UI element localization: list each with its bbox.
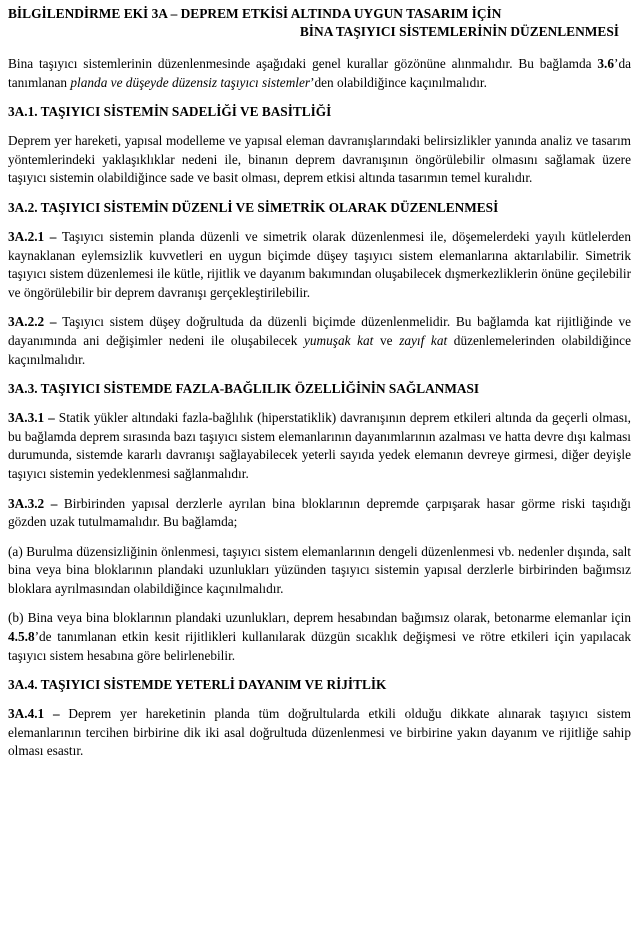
intro-paragraph — [8, 55, 631, 92]
clause-text-a: (b) Bina veya bina bloklarının plandaki uzunlukları, deprem hesabından bağımsız olarak, betonarme elemanlar için — [8, 610, 631, 626]
clause-number: 3A.4.1 – — [8, 706, 60, 722]
paragraph-3a32-b — [8, 609, 631, 665]
paragraph-3a41 — [8, 705, 631, 761]
paragraph-3a31 — [8, 409, 631, 483]
clause-number: 3A.2.2 – — [8, 314, 57, 330]
section-heading-3a2: 3A.2. TAŞIYICI SİSTEMİN DÜZENLİ VE SİMETRİK OLARAK DÜZENLENMESİ — [8, 199, 499, 215]
paragraph-3a1: Deprem yer hareketi, yapısal modelleme ve yapısal eleman davranışlarındaki belirsizlikler yanında analiz ve tasarım yöntemlerindeki yaklaşıklıklar nedeni ile, binanın deprem davranışının öngörülebilir olmasını sağlamak üzere taşıyıcı sistemin olabildiğince sade ve basit olması, deprem etkisi altında tasarımın temel kuralıdır. — [8, 133, 631, 186]
clause-text-b: ’de tanımlanan etkin kesit rijitlikleri kullanılarak düzgün sıcaklık değişmesi ve rötre etkileri için yapılacak taşıyıcı sistem hesabına göre belirlenebilir. — [8, 629, 631, 663]
intro-italic: planda ve düşeyde düzensiz taşıyıcı sistemler — [70, 74, 311, 90]
clause-number: 3A.3.2 – — [8, 495, 58, 511]
clause-text: Taşıyıcı sistemin planda düzenli ve simetrik olarak düzenlenmesi ile, döşemelerdeki yayılı kütlelerden kaynaklanan eylemsizlik kuvvetleri en uygun biçimde düşey taşıyıcı sistem elemanlarına aktarılabilir. Simetrik taşıyıcı sistem düzenlemesi ile kütle, rijitlik ve dayanım bakımından oluşabilecek dışmerkezliklerin önüne geçilebilir ve öngörülebilir bir deprem davranışı gerçekleştirilebilir. — [8, 228, 631, 300]
clause-number: 3A.3.1 – — [8, 410, 55, 426]
section-heading-3a3: 3A.3. TAŞIYICI SİSTEMDE FAZLA-BAĞLILIK ÖZELLİĞİNİN SAĞLANMASI — [8, 381, 480, 397]
section-heading-3a4: 3A.4. TAŞIYICI SİSTEMDE YETERLİ DAYANIM VE RİJİTLİK — [8, 677, 387, 693]
intro-text-b: ’da tanımlanan — [8, 56, 631, 90]
clause-text-a: Taşıyıcı sistem düşey doğrultuda da düzenli biçimde düzenlenmelidir. Bu bağlamda kat rijitliğinde ve dayanımında ani değişimler nedeni ile oluşabilecek — [8, 314, 631, 348]
section-heading-3a1: 3A.1. TAŞIYICI SİSTEMİN SADELİĞİ VE BASİTLİĞİ — [8, 104, 332, 120]
clause-text: Birbirinden yapısal derzlerle ayrılan bina bloklarının depremde çarpışarak hasar görme riski taşıdığı gözden uzak tutulmamalıdır. Bu bağlamda; — [8, 495, 631, 530]
clause-italic-1: yumuşak kat — [303, 332, 374, 348]
intro-text-c: ’den olabildiğince kaçınılmalıdır. — [310, 74, 487, 90]
title-line-2: BİNA TAŞIYICI SİSTEMLERİNİN DÜZENLENMESİ — [299, 24, 619, 39]
clause-ref: 4.5.8 — [8, 629, 35, 645]
intro-ref: 3.6 — [597, 56, 615, 71]
clause-text: Statik yükler altındaki fazla-bağlılık (hiperstatiklik) davranışının deprem etkileri altında da geçerli olması, bu bağlamda deprem sırasında bazı taşıyıcı sistem elemanlarının dayanımlarının azalması ve hatta devre dışı kalması durumunda, sistemde kararlı davranışı sağlayabilecek yeterli sayıda yedek elemanın devreye girmesi, diğer deyişle taşıyıcı sistemin yedeklenmesi sağlanmalıdır. — [8, 410, 631, 481]
paragraph-3a32 — [8, 495, 631, 532]
clause-text-c: düzenlemelerinden olabildiğince kaçınılmalıdır. — [8, 332, 631, 367]
clause-text-b: ve — [373, 332, 400, 348]
intro-text-a: Bina taşıyıcı sistemlerinin düzenlenmesinde aşağıdaki genel kurallar gözönüne alınmalıdır. Bu bağlamda — [8, 56, 598, 71]
paragraph-3a22 — [8, 313, 631, 369]
document-title — [8, 5, 631, 41]
clause-text: Deprem yer hareketinin planda tüm doğrultularda etkili olduğu dikkate alınarak taşıyıcı sistem elemanlarının tercihen birbirine dik iki asal doğrultuda düzenlenmesi ve birbirine yakın dayanım ve rijitliğe sahip olması esastır. — [8, 706, 632, 759]
paragraph-3a32-a: (a) Burulma düzensizliğinin önlenmesi, taşıyıcı sistem elemanlarının dengeli düzenlenmesi vb. nedenler dışında, salt bina veya bina bloklarının plandaki uzunlukları yüzünden taşıyıcı sistemin yapısal derzlerle birbirinden bağımsız bloklara ayrılmasından olabildiğince kaçınılmalıdır. — [8, 543, 631, 596]
paragraph-3a21 — [8, 228, 631, 302]
clause-number: 3A.2.1 – — [8, 228, 57, 244]
title-line-1: BİLGİLENDİRME EKİ 3A – DEPREM ETKİSİ ALTINDA UYGUN TASARIM İÇİN — [8, 6, 502, 21]
clause-italic-2: zayıf kat — [399, 332, 448, 348]
